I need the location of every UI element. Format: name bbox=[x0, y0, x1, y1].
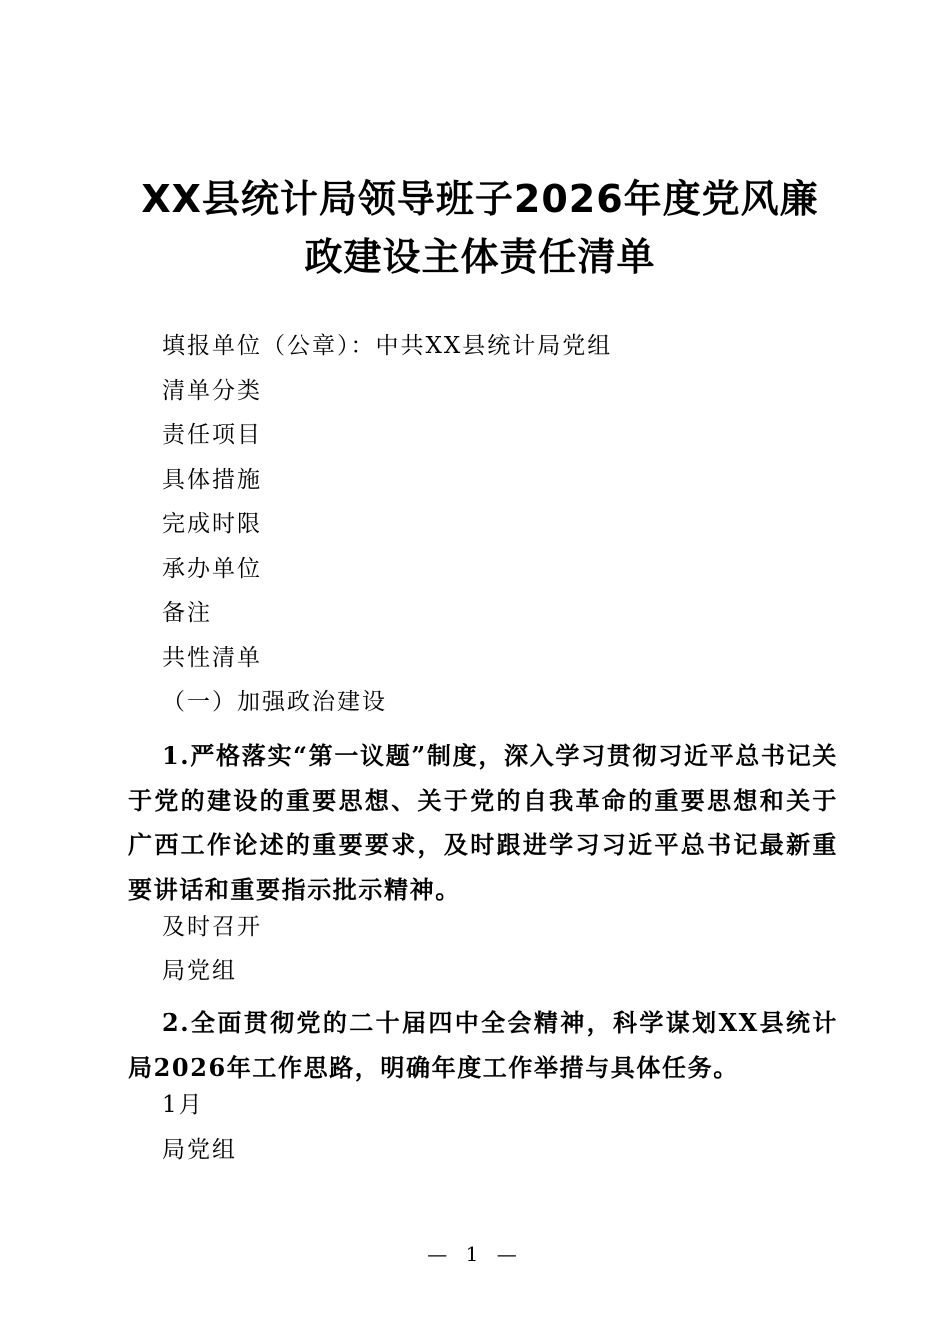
item-1-text: 1.严格落实“第一议题”制度，深入学习贯彻习近平总书记关于党的建设的重要思想、关于党的自我革命的重要思想和关于广西工作论述的重要要求，及时跟进学习习近平总书记最新重要讲话和重要指示批示精神。 bbox=[128, 741, 838, 904]
reporting-unit: 填报单位（公章）：中共XX县统计局党组 bbox=[162, 333, 613, 359]
item-1-unit: 局党组 bbox=[162, 958, 237, 984]
document-title bbox=[120, 170, 840, 286]
item-2-text: 2.全面贯彻党的二十届四中全会精神，科学谋划XX县统计局2026年工作思路，明确年度工作举措与具体任务。 bbox=[128, 1008, 838, 1082]
page-number: — 1 — bbox=[427, 1242, 523, 1266]
header-list-category: 清单分类 bbox=[162, 378, 262, 404]
header-specific-measures: 具体措施 bbox=[162, 467, 262, 493]
item-1-deadline: 及时召开 bbox=[162, 914, 262, 940]
item-2-deadline: 1月 bbox=[162, 1092, 204, 1118]
title-line-1: XX县统计局领导班子2026年度党风廉 bbox=[141, 177, 819, 221]
header-deadline: 完成时限 bbox=[162, 511, 262, 537]
category-label: 共性清单 bbox=[162, 645, 262, 671]
title-line-2: 政建设主体责任清单 bbox=[304, 235, 656, 279]
item-2-unit: 局党组 bbox=[162, 1137, 237, 1163]
header-responsibility-item: 责任项目 bbox=[162, 422, 262, 448]
section-heading: （一）加强政治建设 bbox=[162, 689, 387, 715]
header-remarks: 备注 bbox=[162, 600, 212, 626]
header-undertaking-unit: 承办单位 bbox=[162, 556, 262, 582]
